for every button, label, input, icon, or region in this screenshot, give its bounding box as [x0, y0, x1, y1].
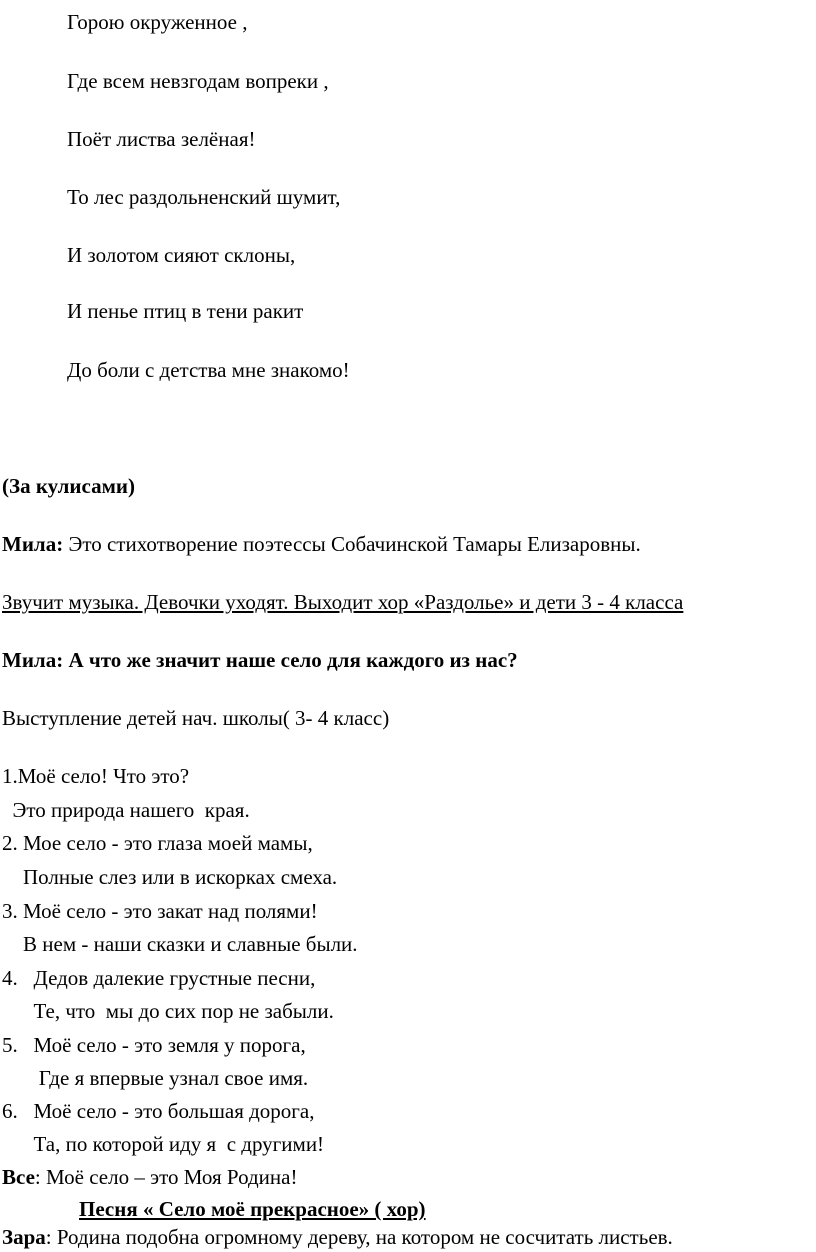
- music-direction: Звучит музыка. Девочки уходят. Выходит хор «Раздолье» и дети 3 - 4 класса: [2, 590, 684, 614]
- poem-line-6: И пенье птиц в тени ракит: [67, 299, 304, 323]
- child-line-3: 2. Мое село - это глаза моей мамы,: [2, 831, 313, 855]
- speaker-mila: Мила:: [2, 532, 64, 556]
- child-line-1: 1.Моё село! Что это?: [2, 764, 190, 788]
- speaker-zara: Зара: [2, 1225, 46, 1249]
- poem-line-3: Поёт листва зелёная!: [67, 127, 256, 151]
- child-line-12: Та, по которой иду я с другими!: [2, 1132, 325, 1156]
- mila-line-text: Это стихотворение поэтессы Собачинской Тамары Елизаровны.: [63, 532, 641, 556]
- all-line: [2, 1164, 297, 1190]
- child-line-5: 3. Моё село - это закат над полями!: [2, 899, 318, 923]
- child-line-2: Это природа нашего края.: [2, 798, 250, 822]
- all-line-text: : Моё село – это Моя Родина!: [34, 1165, 298, 1189]
- poem-line-7: До боли с детства мне знакомо!: [67, 358, 350, 382]
- child-line-7: 4. Дедов далекие грустные песни,: [2, 966, 316, 990]
- child-line-6: В нем - наши сказки и славные были.: [2, 932, 358, 956]
- poem-line-1: Горою окруженное ,: [67, 10, 248, 34]
- performance-title: Выступление детей нач. школы( 3- 4 класс): [2, 706, 390, 730]
- poem-line-4: То лес раздольненский шумит,: [67, 185, 341, 209]
- speaker-all: Все: [2, 1165, 35, 1189]
- poem-line-2: Где всем невзгодам вопреки ,: [67, 69, 329, 93]
- child-line-4: Полные слез или в искорках смеха.: [2, 865, 338, 889]
- zara-line-text: : Родина подобна огромному дереву, на котором не сосчитать листьев.: [45, 1225, 673, 1249]
- poem-line-5: И золотом сияют склоны,: [67, 243, 296, 267]
- child-line-10: Где я впервые узнал свое имя.: [2, 1066, 309, 1090]
- mila-question: Мила: А что же значит наше село для каждого из нас?: [2, 648, 518, 672]
- child-line-8: Те, что мы до сих пор не забыли.: [2, 999, 334, 1023]
- song-title: Песня « Село моё прекрасное» ( хор): [79, 1197, 426, 1221]
- child-line-9: 5. Моё село - это земля у порога,: [2, 1033, 306, 1057]
- zara-line: [2, 1224, 673, 1250]
- stage-direction: (За кулисами): [2, 474, 135, 498]
- mila-line: [2, 531, 641, 557]
- child-line-11: 6. Моё село - это большая дорога,: [2, 1099, 315, 1123]
